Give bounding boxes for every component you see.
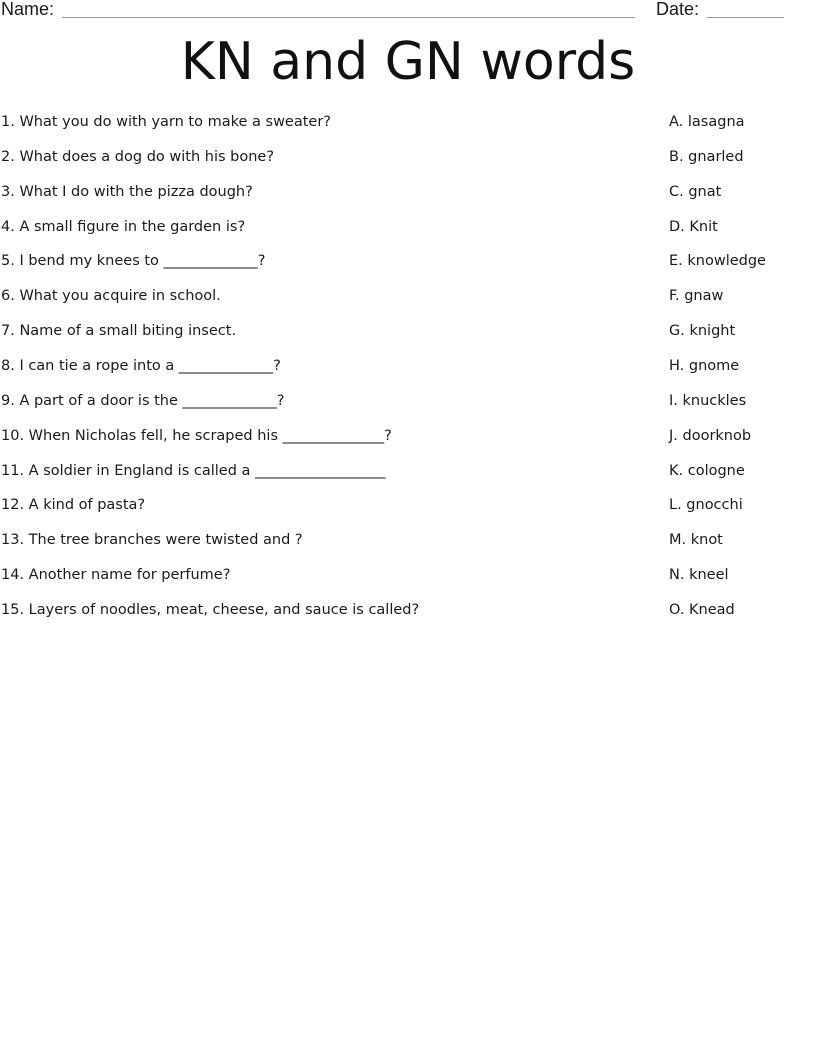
answer-item: M. knot	[669, 532, 723, 549]
question-item: 4. A small figure in the garden is?	[1, 218, 246, 235]
worksheet-header	[0, 0, 816, 24]
question-item: 11. A soldier in England is called a __________________	[1, 462, 386, 479]
answer-item: H. gnome	[669, 358, 740, 375]
question-item: 5. I bend my knees to _____________?	[1, 253, 266, 270]
answer-item: B. gnarled	[669, 148, 744, 165]
answer-item: O. Knead	[669, 602, 735, 619]
name-blank-line	[62, 17, 635, 18]
question-item: 15. Layers of noodles, meat, cheese, and sauce is called?	[1, 602, 420, 619]
answer-item: F. gnaw	[669, 288, 724, 305]
name-label: Name:	[1, 0, 55, 19]
answers-list	[669, 111, 814, 634]
answer-item: J. doorknob	[669, 427, 752, 444]
question-item: 2. What does a dog do with his bone?	[1, 148, 275, 165]
question-item: 9. A part of a door is the _____________?	[1, 392, 285, 409]
answer-item: I. knuckles	[669, 392, 747, 409]
question-item: 8. I can tie a rope into a _____________?	[1, 358, 281, 375]
date-blank-line	[707, 17, 784, 18]
question-item: 14. Another name for perfume?	[1, 567, 231, 584]
question-item: 3. What I do with the pizza dough?	[1, 183, 253, 200]
answer-item: L. gnocchi	[669, 497, 743, 514]
question-item: 13. The tree branches were twisted and ?	[1, 532, 303, 549]
question-item: 10. When Nicholas fell, he scraped his ______________?	[1, 427, 392, 444]
answer-item: N. kneel	[669, 567, 729, 584]
question-item: 12. A kind of pasta?	[1, 497, 146, 514]
question-item: 1. What you do with yarn to make a sweater?	[1, 114, 331, 130]
answer-item: D. Knit	[669, 218, 718, 235]
question-item: 6. What you acquire in school.	[1, 288, 221, 305]
answer-item: C. gnat	[669, 183, 722, 200]
answer-item: K. cologne	[669, 462, 745, 479]
question-item: 7. Name of a small biting insect.	[1, 323, 237, 340]
page-title: KN and GN words	[180, 32, 636, 92]
date-label: Date:	[656, 0, 700, 19]
answer-item: A. lasagna	[669, 114, 745, 130]
answer-item: E. knowledge	[669, 253, 766, 270]
answer-item: G. knight	[669, 323, 736, 340]
questions-list	[1, 111, 641, 634]
